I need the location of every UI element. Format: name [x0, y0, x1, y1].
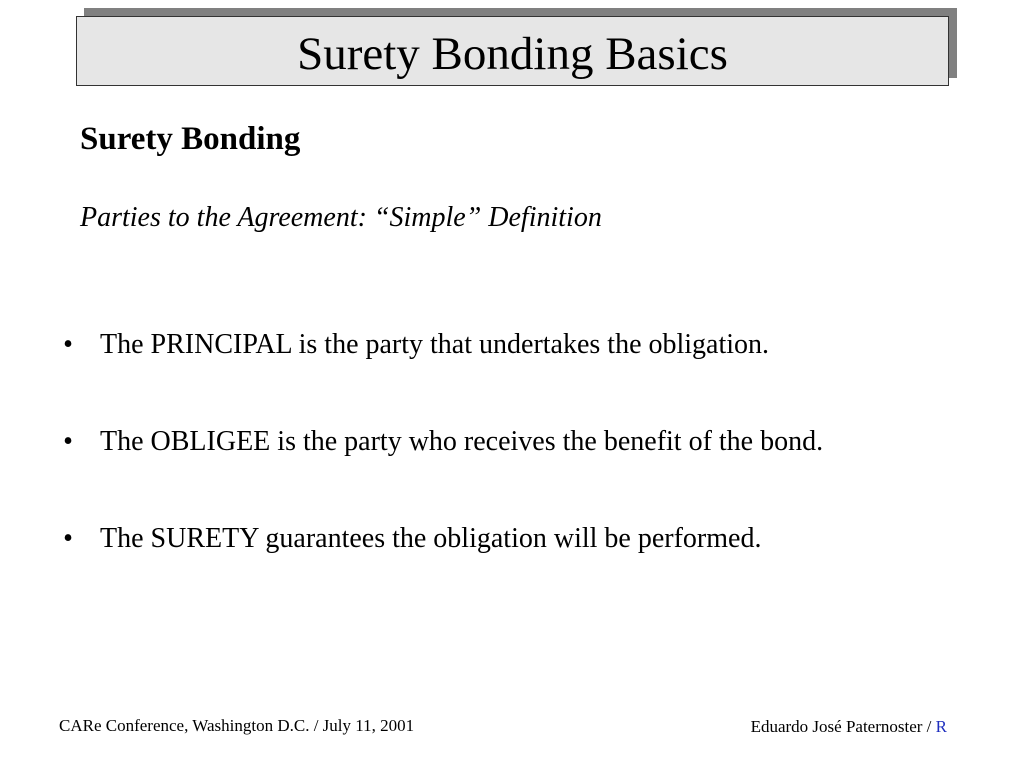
bullet-dot-icon: •: [63, 426, 73, 457]
slide-title: Surety Bonding Basics: [297, 27, 728, 80]
bullet-dot-icon: •: [63, 329, 73, 360]
title-box: [76, 16, 949, 86]
slide-subtitle: Surety Bonding: [80, 121, 301, 157]
definition-heading: Parties to the Agreement: “Simple” Definition: [80, 202, 602, 233]
bullet-item-principal: [58, 324, 938, 365]
bullet-text-principal: The PRINCIPAL is the party that undertakes the obligation.: [100, 329, 770, 360]
bullet-list: [58, 324, 938, 615]
footer-author-name: Eduardo José Paternoster /: [750, 717, 936, 736]
footer-conference: CARe Conference, Washington D.C. / July 11, 2001: [59, 716, 415, 735]
footer-accent-letter: R: [935, 717, 947, 736]
bullet-text-surety: The SURETY guarantees the obligation will be performed.: [100, 523, 762, 554]
bullet-dot-icon: •: [63, 523, 73, 554]
bullet-text-obligee: The OBLIGEE is the party who receives the benefit of the bond.: [100, 426, 824, 457]
footer-author: [751, 717, 947, 737]
bullet-item-surety: [58, 518, 938, 559]
bullet-item-obligee: [58, 421, 938, 462]
